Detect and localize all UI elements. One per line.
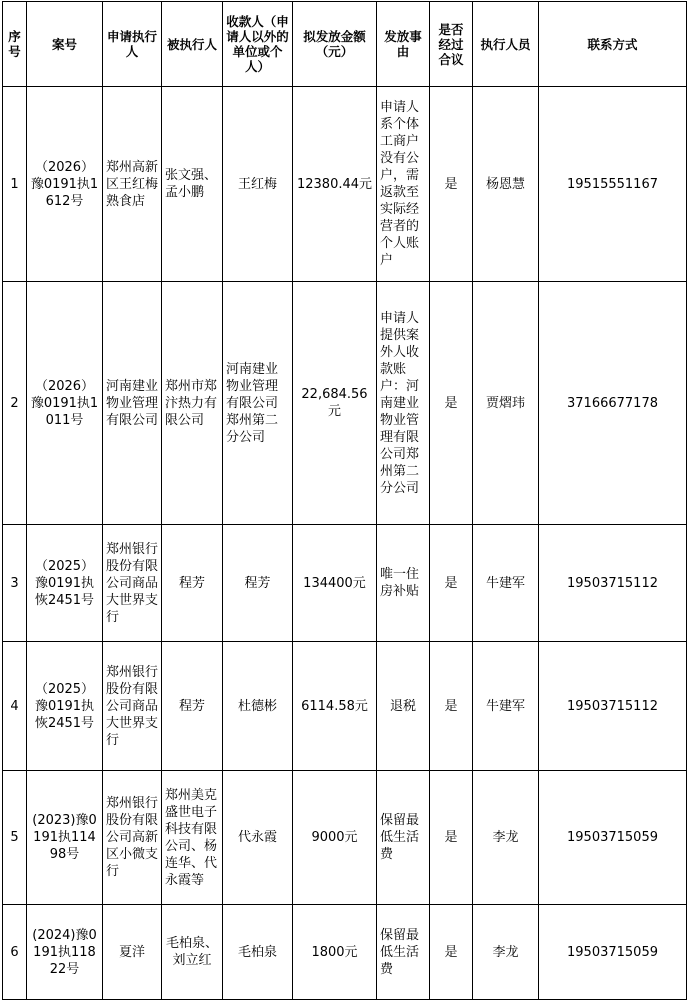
cell-meeting: 是 (430, 905, 473, 1000)
cell-payee: 河南建业物业管理有限公司郑州第二分公司 (223, 282, 293, 525)
cell-meeting: 是 (430, 525, 473, 642)
cell-applicant: 郑州银行股份有限公司商品大世界支行 (103, 642, 162, 771)
cell-contact: 19503715112 (539, 642, 687, 771)
cell-reason: 唯一住房补贴 (377, 525, 430, 642)
cell-case-no: （2025）豫0191执恢2451号 (27, 642, 103, 771)
cell-seq: 4 (3, 642, 27, 771)
cell-contact: 19503715059 (539, 905, 687, 1000)
table-row (3, 642, 687, 771)
cell-meeting: 是 (430, 771, 473, 905)
cell-amount: 12380.44元 (293, 87, 377, 282)
cell-amount: 9000元 (293, 771, 377, 905)
cell-officer: 牛建军 (473, 525, 539, 642)
cell-respondent: 张文强、孟小鹏 (162, 87, 223, 282)
cell-contact: 19503715059 (539, 771, 687, 905)
cell-amount: 1800元 (293, 905, 377, 1000)
cell-meeting: 是 (430, 282, 473, 525)
cell-applicant: 夏洋 (103, 905, 162, 1000)
table-row (3, 282, 687, 525)
cell-respondent: 程芳 (162, 642, 223, 771)
cell-reason: 申请人提供案外人收款账户：河南建业物业管理有限公司郑州第二分公司 (377, 282, 430, 525)
cell-applicant: 郑州银行股份有限公司高新区小微支行 (103, 771, 162, 905)
cell-case-no: （2026）豫0191执1612号 (27, 87, 103, 282)
header-row (3, 2, 687, 87)
header-amount: 拟发放金额（元） (293, 2, 377, 87)
header-payee: 收款人（申请人以外的单位或个人） (223, 2, 293, 87)
cell-officer: 牛建军 (473, 642, 539, 771)
cell-case-no: (2023)豫0191执11498号 (27, 771, 103, 905)
cell-officer: 李龙 (473, 771, 539, 905)
cell-officer: 贾熠玮 (473, 282, 539, 525)
cell-seq: 6 (3, 905, 27, 1000)
cell-respondent: 毛柏泉、刘立红 (162, 905, 223, 1000)
cell-seq: 3 (3, 525, 27, 642)
header-meeting: 是否经过合议 (430, 2, 473, 87)
header-seq: 序号 (3, 2, 27, 87)
cell-applicant: 郑州银行股份有限公司商品大世界支行 (103, 525, 162, 642)
cell-contact: 37166677178 (539, 282, 687, 525)
cell-respondent: 程芳 (162, 525, 223, 642)
cell-payee: 王红梅 (223, 87, 293, 282)
header-respondent: 被执行人 (162, 2, 223, 87)
cell-meeting: 是 (430, 642, 473, 771)
cell-reason: 退税 (377, 642, 430, 771)
cell-applicant: 河南建业物业管理有限公司 (103, 282, 162, 525)
header-case-no: 案号 (27, 2, 103, 87)
cell-payee: 杜德彬 (223, 642, 293, 771)
cell-officer: 杨恩慧 (473, 87, 539, 282)
cell-contact: 19503715112 (539, 525, 687, 642)
table-row (3, 525, 687, 642)
cell-seq: 1 (3, 87, 27, 282)
cell-seq: 2 (3, 282, 27, 525)
cell-amount: 6114.58元 (293, 642, 377, 771)
table-row (3, 771, 687, 905)
disbursement-table (2, 1, 687, 1000)
cell-amount: 134400元 (293, 525, 377, 642)
header-contact: 联系方式 (539, 2, 687, 87)
cell-payee: 毛柏泉 (223, 905, 293, 1000)
cell-case-no: （2025）豫0191执恢2451号 (27, 525, 103, 642)
table-row (3, 87, 687, 282)
table-row (3, 905, 687, 1000)
cell-seq: 5 (3, 771, 27, 905)
header-applicant: 申请执行人 (103, 2, 162, 87)
header-officer: 执行人员 (473, 2, 539, 87)
cell-reason: 申请人系个体工商户没有公户，需返款至实际经营者的个人账户 (377, 87, 430, 282)
cell-payee: 代永霞 (223, 771, 293, 905)
cell-case-no: (2024)豫0191执11822号 (27, 905, 103, 1000)
cell-reason: 保留最低生活费 (377, 905, 430, 1000)
cell-respondent: 郑州市郑汴热力有限公司 (162, 282, 223, 525)
cell-officer: 李龙 (473, 905, 539, 1000)
cell-reason: 保留最低生活费 (377, 771, 430, 905)
cell-meeting: 是 (430, 87, 473, 282)
cell-respondent: 郑州美克盛世电子科技有限公司、杨连华、代永霞等 (162, 771, 223, 905)
cell-payee: 程芳 (223, 525, 293, 642)
cell-case-no: （2026）豫0191执1011号 (27, 282, 103, 525)
cell-amount: 22,684.56元 (293, 282, 377, 525)
cell-contact: 19515551167 (539, 87, 687, 282)
cell-applicant: 郑州高新区王红梅熟食店 (103, 87, 162, 282)
header-reason: 发放事由 (377, 2, 430, 87)
